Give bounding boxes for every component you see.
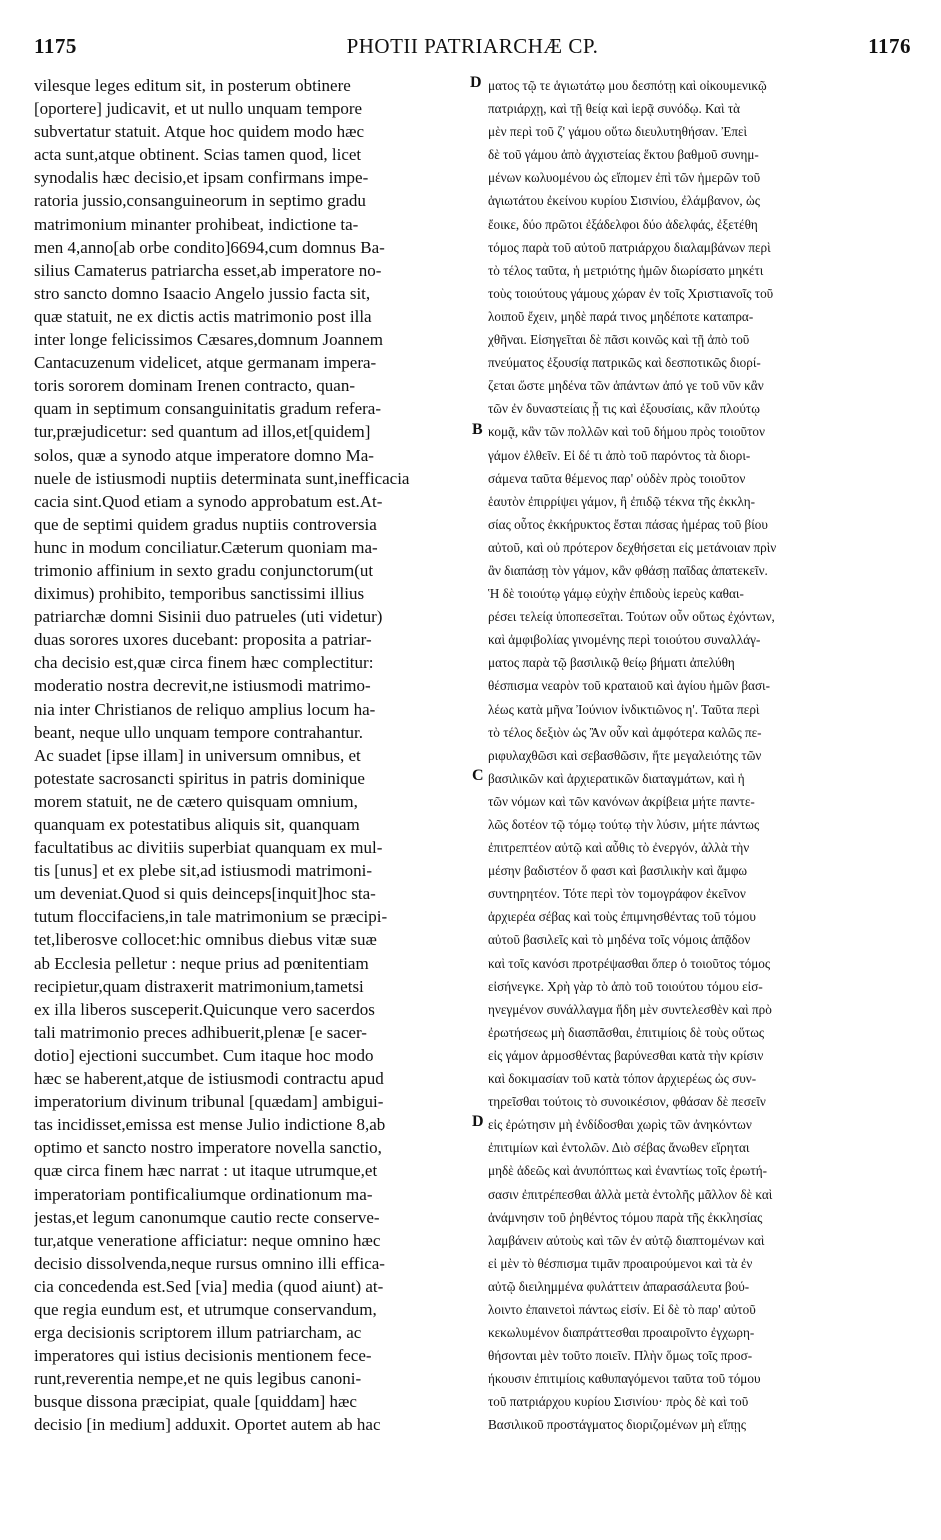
greek-text-line: μηδὲ ἀδεῶς καὶ ἀνυπόπτως καὶ ἐναντίως τοῖς ἐρωτή- xyxy=(488,1163,768,1179)
latin-text-line: hæc se haberent,atque de istiusmodi contractu apud xyxy=(34,1069,384,1089)
latin-text-line: erga decisionis scriptorem illum patriarcham, ac xyxy=(34,1323,362,1343)
greek-text-line: κεκωλυμένον διαπράττεσθαι προαιροῖντο ἐγχωρη- xyxy=(488,1325,755,1341)
greek-text-line: Βασιλικοῦ προστάγματος διοριζομένων μὴ εἴπῃς xyxy=(488,1417,746,1433)
latin-text-line: patriarchæ domni Sisinii duo patrueles (uti videtur) xyxy=(34,607,383,627)
latin-text-line: tur,præjudicetur: sed quantum ad illos,et[quidem] xyxy=(34,422,371,442)
latin-text-line: tur,atque veneratione afficiatur: neque omnino hæc xyxy=(34,1230,381,1250)
latin-text-line: [oportere] judicavit, et ut nullo unquam tempore xyxy=(34,99,363,119)
greek-text-line: εἰ μὲν τὸ θέσπισμα τιμᾶν προαιρούμενοι καὶ τὰ ἐν xyxy=(488,1255,753,1271)
greek-text-line: πνεύματος ἐξουσίᾳ πατρικῶς καὶ δεσποτικῶς διορί- xyxy=(488,355,761,371)
greek-text-line: εἰς ἐρώτησιν μὴ ἐνδίδοσθαι χωρὶς τῶν ἀνηκόντων xyxy=(488,1117,752,1133)
greek-text-line: τὸ τέλος δεξιὸν ὡς Ἂν οὖν καὶ ἀμφότερα καλῶς πε- xyxy=(488,724,762,740)
greek-text-line: βασιλικῶν καὶ ἀρχιερατικῶν διαταγμάτων, καὶ ἡ xyxy=(488,770,745,786)
latin-text-line: imperatoriam pontificaliumque ordinationum ma- xyxy=(34,1184,373,1204)
greek-text-line: σασιν ἐπιτρέπεσθαι ἀλλὰ μετὰ ἐντολῆς μᾶλλον δὲ καὶ xyxy=(488,1186,773,1202)
latin-text-line: silius Camaterus patriarcha esset,ab imperatore no- xyxy=(34,260,382,280)
greek-text-line: λοιντο ἐπαινετοὶ πάντως εἰσίν. Εἰ δὲ τὸ παρ' αὐτοῦ xyxy=(488,1301,756,1317)
latin-text-line: hunc in modum conciliatur.Cæterum quoniam ma- xyxy=(34,537,378,557)
latin-text-line: trimonio affinium in sexto gradu conjunctorum(ut xyxy=(34,560,374,580)
greek-text-line: εἰσήνεγκε. Χρὴ γὰρ τὸ ἀπὸ τοῦ τοιούτου τόμου εἰσ- xyxy=(488,978,763,994)
latin-text-line: dotio] ejectioni succumbet. Cum itaque hoc modo xyxy=(34,1045,374,1065)
greek-text-line: τῶν νόμων καὶ τῶν κανόνων ἀκρίβεια μήτε παντε- xyxy=(488,793,755,809)
latin-text-line: subvertatur statuit. Atque hoc quidem modo hæc xyxy=(34,122,365,142)
greek-text-line: σίας οὗτος ἐκκήρυκτος ἔσται πάσας ἡμέρας τοῦ βίου xyxy=(488,516,768,532)
greek-text-line: αὐτοῦ, καὶ οὐ πρότερον δεχθήσεται εἰς μετάνοιαν πρὶν xyxy=(488,539,777,555)
margin-marker-c: C xyxy=(472,767,484,784)
latin-text-line: acta sunt,atque obtinent. Scias tamen quod, licet xyxy=(34,145,362,165)
latin-text-line: imperatores qui istius decisionis mentionem fece- xyxy=(34,1346,372,1366)
greek-text-line: ἀρχιερέα σέβας καὶ τοὺς ἐπιμνησθέντας τοῦ τόμου xyxy=(488,909,756,925)
greek-text-line: ἀνάμνησιν τοῦ ῥηθέντος τόμου παρὰ τῆς ἐκκλησίας xyxy=(488,1209,763,1225)
right-page-number: 1176 xyxy=(868,34,911,58)
latin-text-line: cacia sint.Quod etiam a synodo approbatum est.At- xyxy=(34,491,383,511)
latin-text-line: morem statuit, ne de cætero quisquam omnium, xyxy=(34,791,358,811)
latin-text-line: runt,reverentia nempe,et ne quis legibus canoni- xyxy=(34,1369,362,1389)
latin-text-line: quæ circa finem hæc narrat : ut itaque utrumque,et xyxy=(34,1161,378,1181)
latin-text-line: facultatibus ac divitiis superbiat quanquam ex mul- xyxy=(34,838,383,858)
greek-text-line: συντηρητέον. Τότε περὶ τὸν τομογράφον ἐκεῖνον xyxy=(488,886,746,902)
latin-text-line: ex illa liberos susceperit.Quicunque vero sacerdos xyxy=(34,999,375,1019)
latin-text-line: optimo et sancto nostro imperatore novella sanctio, xyxy=(34,1138,382,1158)
greek-text-line: ήκουσιν ἐπιτιμίοις καθυπαγόμενοι ταῦτα τοῦ τόμου xyxy=(488,1371,761,1387)
latin-text-line: tutum floccifaciens,in tale matrimonium se præcipi- xyxy=(34,907,388,927)
greek-text-line: μένων κωλυομένου ὡς εἴπομεν ἐπὶ τῶν ἡμερῶν τοῦ xyxy=(488,170,761,186)
latin-text-line: tis [unus] et ex plebe sit,ad istiusmodi matrimoni- xyxy=(34,861,373,881)
greek-text-line: ματος τῷ τε ἁγιωτάτῳ μου δεσπότῃ καὶ οἰκουμενικῷ xyxy=(488,78,767,93)
greek-text-line: πατριάρχῃ, καὶ τῇ θείᾳ καὶ ἱερᾷ συνόδῳ. Καὶ τὰ xyxy=(488,101,741,117)
running-title: PHOTII PATRIARCHÆ CP. xyxy=(346,34,599,58)
greek-text-line: αὐτοῦ βασιλεῖς καὶ τὸ μηδένα τοῖς νόμοις ἀπᾷδον xyxy=(488,932,751,948)
greek-text-line: σάμενα ταῦτα θέμενος παρ' οὐδὲν πρὸς τοιοῦτον xyxy=(488,470,746,486)
greek-text-line: ἑαυτὸν ἐπιρρίψει γάμον, ἢ ἐπιδῷ τέκνα τῆς ἐκκλη- xyxy=(488,493,756,509)
latin-text-line: potestate sacrosancti spiritus in patris dominique xyxy=(34,768,365,788)
latin-text-line: tet,liberosve collocet:hic omnibus diebus vitæ suæ xyxy=(34,930,377,950)
greek-text-line: μέσην βαδιστέον ὅ φασι καὶ βασιλικὴν καὶ ἄμφω xyxy=(488,863,748,879)
greek-text-line: ρέσει τελείᾳ ὑποπεσεῖται. Τούτων οὖν οὕτως ἐχόντων, xyxy=(488,609,775,625)
greek-text-line: τόμος παρὰ τοῦ αὐτοῦ πατριάρχου διαλαμβάνων περὶ xyxy=(488,239,771,255)
latin-text-line: recipietur,quam distraxerit matrimonium,tametsi xyxy=(34,976,364,996)
greek-text-line: ζεται ὥστε μηδένα τῶν ἁπάντων ἀπό γε τοῦ νῦν κἂν xyxy=(488,378,764,394)
latin-text-line: moderatio nostra decrevit,ne istiusmodi matrimo- xyxy=(34,676,371,696)
latin-text-line: quanquam ex potestatibus aliquis sit, quanquam xyxy=(34,815,360,834)
margin-marker-d: D xyxy=(470,74,482,91)
greek-text-line: λῶς δοτέον τῷ τόμῳ τούτῳ τὴν λύσιν, μήτε πάντως xyxy=(488,817,760,832)
latin-text-line: ratoria jussio,consanguineorum in septimo gradu xyxy=(34,191,366,211)
greek-text-line: ἐρωτήσεως μὴ διασπᾶσθαι, ἐπιτιμίοις δὲ τοὺς οὕτως xyxy=(488,1024,765,1040)
latin-text-line: imperatorium divinum tribunal [quædam] ambigui- xyxy=(34,1092,384,1112)
greek-text-line: χθῆναι. Εἰσηγεῖται δὲ πᾶσι κοινῶς καὶ τῇ ἀπὸ τοῦ xyxy=(488,332,750,348)
latin-text-line: solos, quæ a synodo atque imperatore domno Ma- xyxy=(34,445,374,465)
margin-marker-d2: D xyxy=(472,1113,484,1130)
latin-text-line: quæ statuit, ne ex dictis actis matrimonio post illa xyxy=(34,306,372,326)
latin-text-line: men 4,anno[ab orbe condito]6694,cum domnus Ba- xyxy=(34,237,385,257)
greek-text-line: ηνεγμένον συνάλλαγμα ἤδη μὲν συντελεσθὲν καὶ πρὸ xyxy=(488,1001,772,1017)
latin-text-line: vilesque leges editum sit, in posterum obtinere xyxy=(34,76,351,95)
latin-text-line: tali matrimonio preces adhibuerit,plenæ [e sacer- xyxy=(34,1022,367,1042)
greek-text-line: θήσονται μὲν τοῦτο ποιεῖν. Πλὴν ὅμως τοῖς προσ- xyxy=(488,1348,753,1364)
latin-text-line: que de septimi quidem gradus nuptiis controversia xyxy=(34,514,377,534)
greek-text-line: ἔοικε, δύο πρῶτοι ἐξάδελφοι δύο ἀδελφάς, ἐξετέθη xyxy=(488,216,758,232)
greek-text-line: ματος παρὰ τῷ βασιλικῷ θείῳ βήματι ἀπελύθη xyxy=(488,655,735,671)
latin-text-line: um deveniat.Quod si quis deinceps[inquit]hoc sta- xyxy=(34,884,376,904)
greek-text-line: δὲ τοῦ γάμου ἀπὸ ἀγχιστείας ἕκτου βαθμοῦ συνημ- xyxy=(488,147,759,163)
greek-text-line: γάμον ἐλθεῖν. Εἰ δέ τι ἀπὸ τοῦ παρόντος τὰ διορι- xyxy=(488,447,751,463)
greek-text-line: ἐπιτρεπτέον αὐτῷ καὶ αὖθις τὸ ἐνεργόν, ἀλλὰ τὴν xyxy=(488,840,750,856)
latin-text-line: inter longe felicissimos Cæsares,domnum Joannem xyxy=(34,330,383,350)
latin-text-line: decisio dissolvenda,neque rursus omnino illi effica- xyxy=(34,1253,385,1273)
latin-text-line: que regia eundum est, et utrumque conservandum, xyxy=(34,1299,377,1319)
greek-text-line: ἐπιτιμίων καὶ ἐντολῶν. Διὸ σέβας ἄνωθεν εἴρηται xyxy=(488,1140,750,1156)
greek-text-line: λέως κατὰ μῆνα Ἰούνιον ἰνδικτιῶνος η'. Ταῦτα περὶ xyxy=(488,701,760,717)
greek-text-line: λοιποῦ ἔχειν, μηδὲ παρά τινος μηδέποτε καταπρα- xyxy=(488,308,754,324)
greek-text-line: καὶ ἀμφιβολίας γινομένης περὶ τοιούτου συναλλάγ- xyxy=(488,632,761,648)
latin-text-line: cia concedenda est.Sed [via] media (quod aiunt) at- xyxy=(34,1276,384,1296)
margin-marker-b: B xyxy=(472,421,483,438)
greek-text-line: Ἡ δὲ τοιούτῳ γάμῳ εὐχὴν ἐπιδοὺς ἱερεὺς καθαι- xyxy=(488,586,744,602)
greek-text-line: τοῦ πατριάρχου κυρίου Σισινίου· πρὸς δὲ καὶ τοῦ xyxy=(488,1394,749,1410)
latin-text-line: stro sancto domno Isaacio Angelo jussio facta sit, xyxy=(34,283,371,303)
greek-column xyxy=(488,74,910,1437)
latin-text-line: duas sorores uxores ducebant: proposita a patriar- xyxy=(34,630,372,650)
greek-text-line: καὶ τοῖς κανόσι προτρέψασθαι ὅπερ ὁ τοιοῦτος τόμος xyxy=(488,955,771,971)
greek-text-line: ριφυλαχθῶσι καὶ σεβασθῶσιν, ἥτε μεγαλειότης τῶν xyxy=(488,747,762,763)
latin-text-line: Cantacuzenum videlicet, atque germanam impera- xyxy=(34,353,377,373)
latin-text-line: nia inter Christianos de reliquo amplius locum ha- xyxy=(34,699,376,719)
latin-text-line: ab Ecclesia pelletur : neque prius ad pœnitentiam xyxy=(34,953,369,973)
page-header xyxy=(34,34,911,64)
greek-text-line: καὶ δοκιμασίαν τοῦ κατὰ τόπον ἀρχιερέως ὡς συν- xyxy=(488,1071,757,1087)
latin-text-line: nuele de istiusmodi nuptiis determinata sunt,inefficacia xyxy=(34,468,410,488)
latin-text-line: jestas,et legum canonumque cautio recte conserve- xyxy=(34,1207,380,1227)
latin-text-line: cha decisio est,quæ circa finem hæc complectitur: xyxy=(34,653,374,673)
left-page-number: 1175 xyxy=(34,34,77,58)
greek-text-line: λαμβάνειν αὐτοὺς καὶ τῶν ἐν αὐτῷ διαπτομένων καὶ xyxy=(488,1232,765,1248)
latin-text-line: matrimonium minanter prohibeat, indictione ta- xyxy=(34,214,359,234)
greek-text-line: θέσπισμα νεαρὸν τοῦ κραταιοῦ καὶ ἁγίου ἡμῶν βασι- xyxy=(488,678,770,694)
greek-text-line: τοὺς τοιούτους γάμους χώραν ἐν τοῖς Χριστιανοῖς τοῦ xyxy=(488,285,774,301)
greek-text-line: εἰς γάμον ἁρμοσθέντας βαρύνεσθαι κατὰ τὴν κρίσιν xyxy=(488,1047,764,1063)
greek-text-line: μὲν περὶ τοῦ ζ' γάμου οὕτω διευλυτηθήσαν. Ἐπεὶ xyxy=(488,124,748,140)
latin-column xyxy=(34,74,466,1437)
greek-text-line: κομᾷ, κἂν τῶν πολλῶν καὶ τοῦ δήμου πρὸς τοιοῦτον xyxy=(488,424,765,440)
latin-text-line: synodalis hæc decisio,et ipsam confirmans impe- xyxy=(34,168,369,188)
greek-text-line: τηρεῖσθαι τούτοις τὸ συνοικέσιον, φθάσαν δὲ πεσεῖν xyxy=(488,1094,766,1110)
greek-text-line: τὸ τέλος ταῦτα, ἡ μετριότης ἡμῶν διωρίσατο μηκέτι xyxy=(488,262,764,278)
latin-text-line: toris sororem dominam Irenen contracto, quan- xyxy=(34,376,356,396)
latin-text-line: beant, neque ullo unquam tempore contrahantur. xyxy=(34,722,364,742)
latin-text-line: decisio [in medium] adduxit. Oportet autem ab hac xyxy=(34,1415,381,1435)
latin-text-line: diximus) prohibito, temporibus sanctissimi illius xyxy=(34,584,365,604)
latin-text-line: busque dissona præcipiat, quale [quiddam] hæc xyxy=(34,1392,357,1412)
latin-text-line: Ac suadet [ipse illam] in universum omnibus, et xyxy=(34,745,361,765)
greek-text-line: ἂν διαπάσῃ τὸν γάμον, κἂν φθάσῃ παῖδας ἀπατεκεῖν. xyxy=(488,562,768,578)
greek-text-line: ἁγιωτάτου ἐκείνου κυρίου Σισινίου, ἐλάμβανον, ὡς xyxy=(488,193,760,209)
latin-text-line: quam in septimum consanguinitatis gradum refera- xyxy=(34,399,381,419)
latin-text-line: tas incidisset,emissa est mense Julio indictione 8,ab xyxy=(34,1115,386,1135)
greek-text-line: τῶν ἐν δυναστείαις ᾖ τις καὶ ἐξουσίαις, κἂν πλούτῳ xyxy=(488,401,760,417)
greek-text-line: αὐτῷ διειλημμένα φυλάττειν ἀπαρασάλευτα βού- xyxy=(488,1278,750,1294)
